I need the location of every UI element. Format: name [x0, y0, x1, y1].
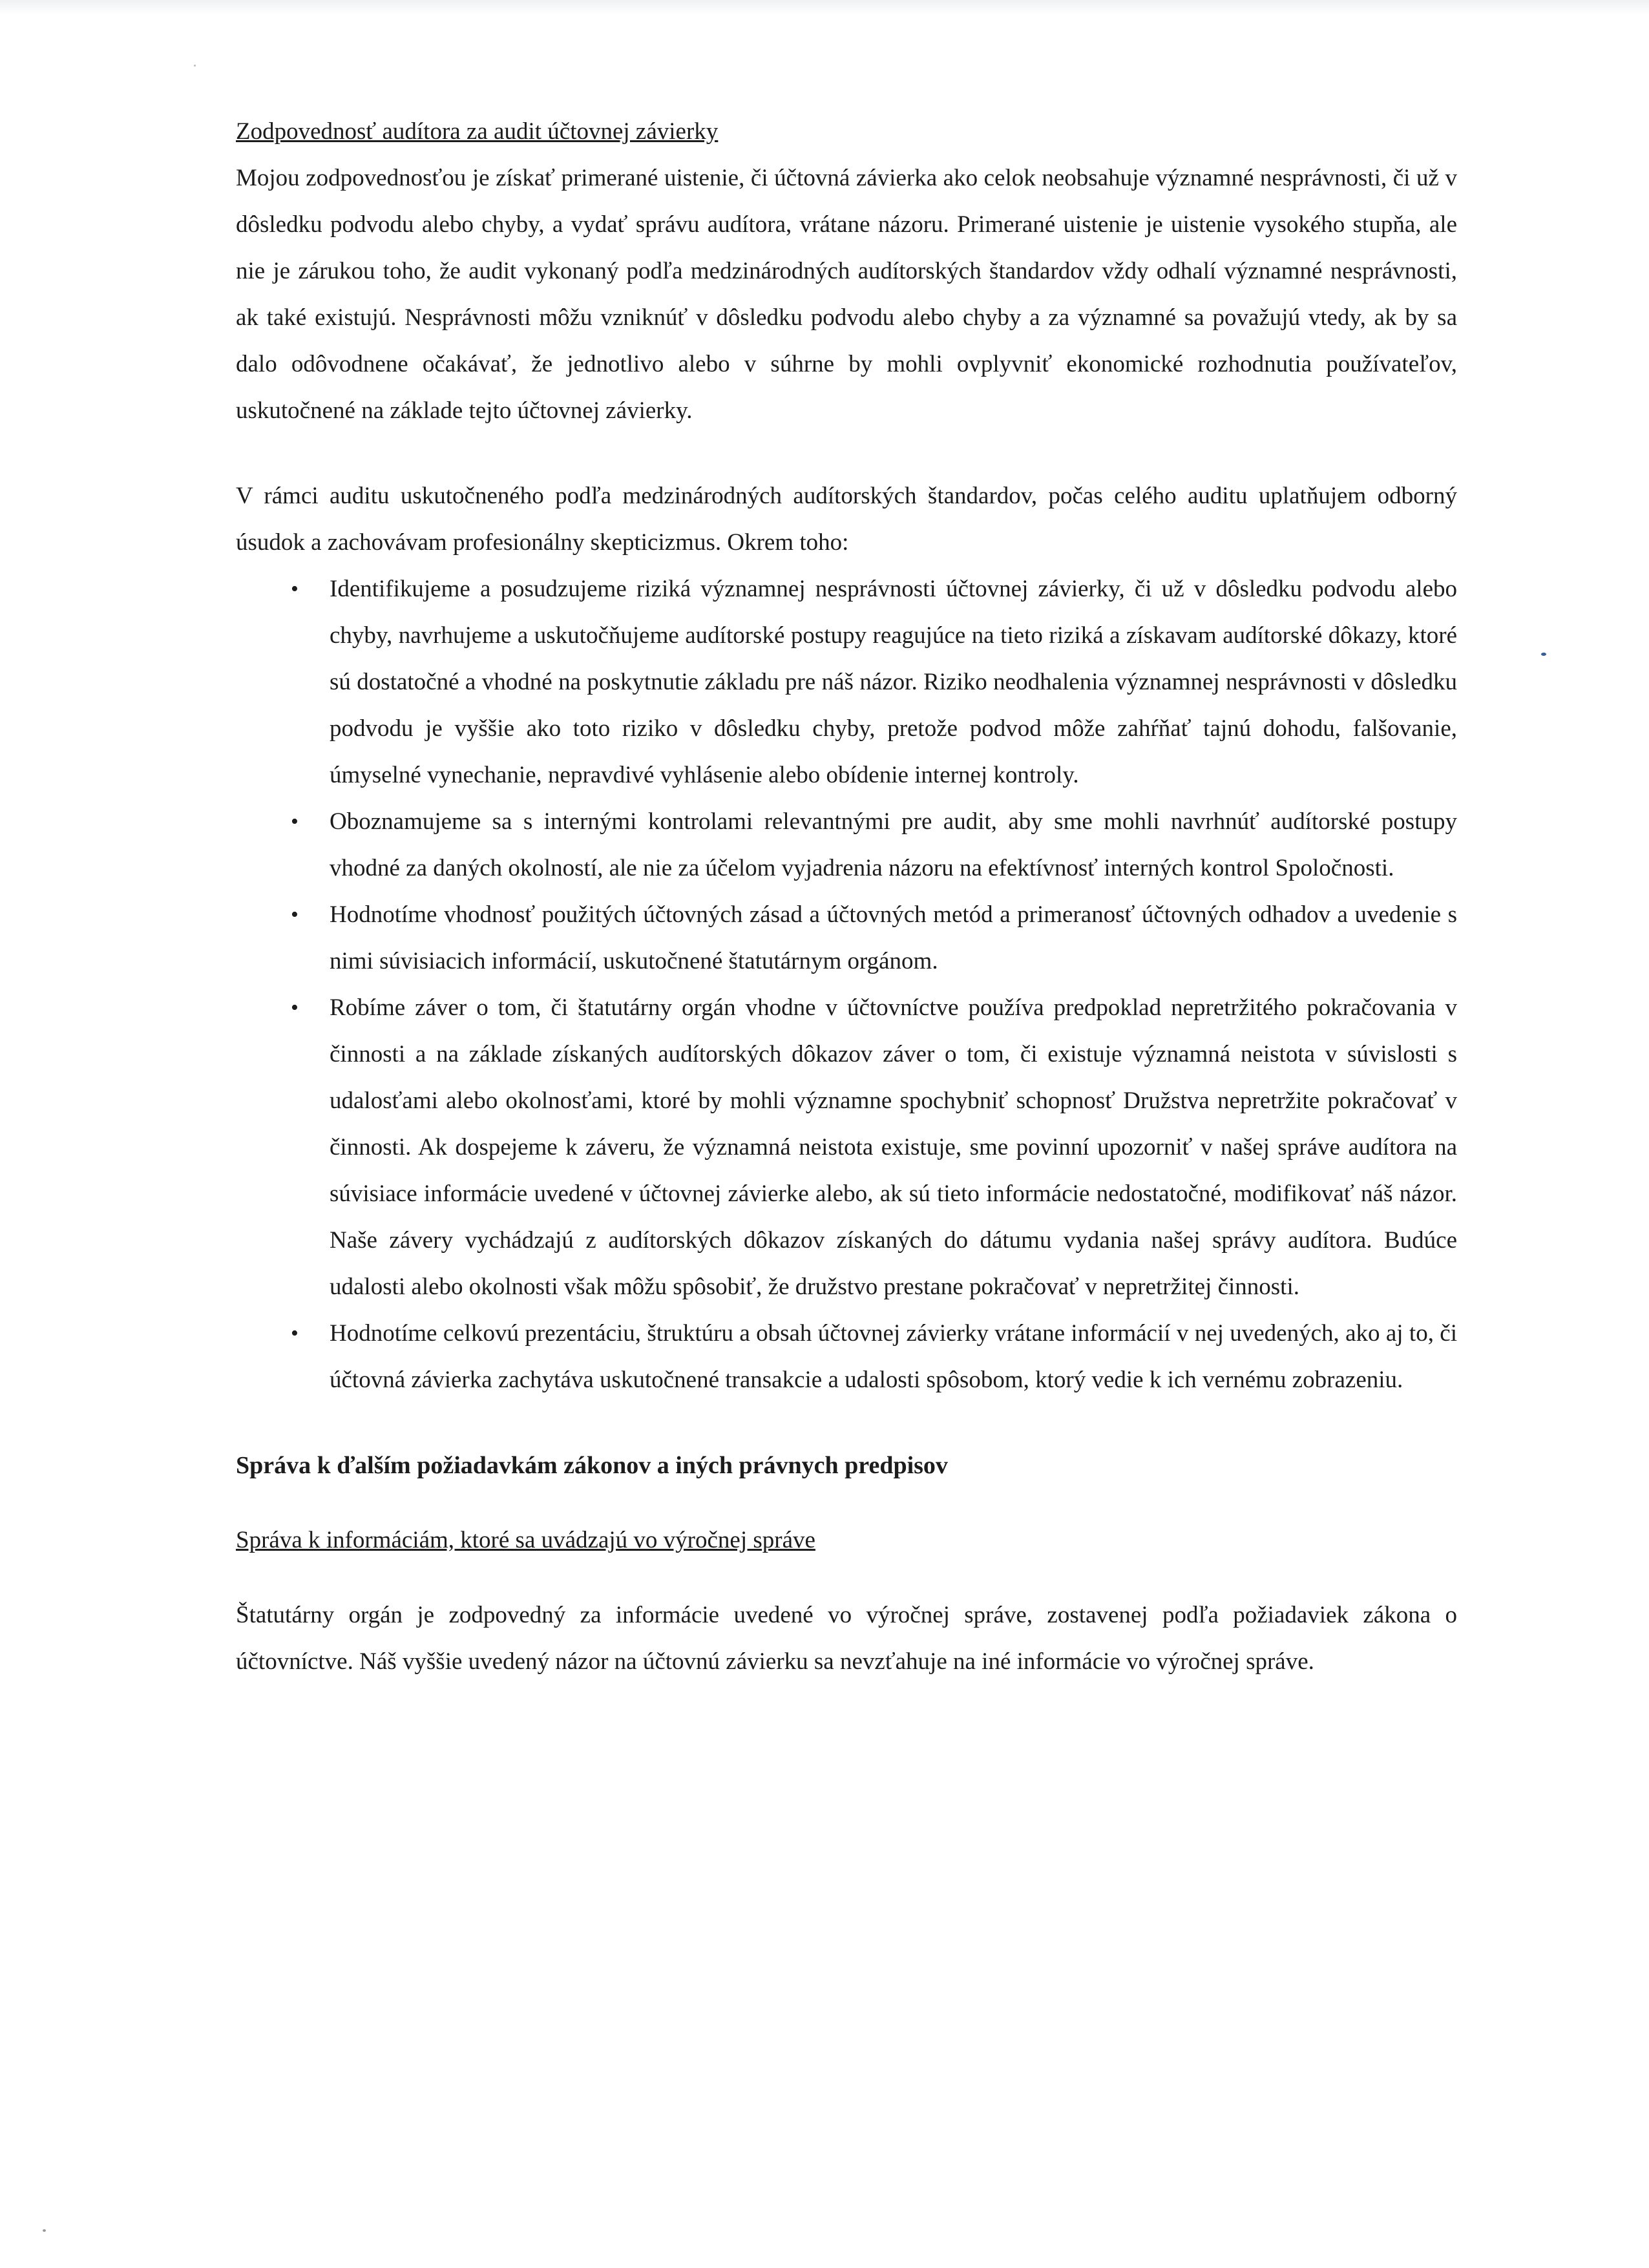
- paragraph-annual-report: Štatutárny orgán je zodpovedný za informácie uvedené vo výročnej správe, zostavenej podľa požiadaviek zákona o účtovníctve. Náš vyššie uvedený názor na účtovnú závierku sa nevzťahuje na iné informácie vo výročnej správe.: [236, 1602, 1457, 1675]
- list-item-text: Hodnotíme vhodnosť použitých účtovných zásad a účtovných metód a primeranosť účtovných odhadov a uvedenie s nimi súvisiacich informácií, uskutočnené štatutárnym orgánom.: [330, 901, 1457, 974]
- list-item-text: Oboznamujeme sa s internými kontrolami relevantnými pre audit, aby sme mohli navrhnúť audítorské postupy vhodné za daných okolností, ale nie za účelom vyjadrenia názoru na efektívnosť interných kontrol Spoločnosti.: [330, 808, 1457, 881]
- bullet-icon: •: [291, 810, 299, 834]
- section-heading-other-requirements: Správa k ďalším požiadavkám zákonov a iných právnych predpisov: [236, 1452, 948, 1479]
- bullet-icon: •: [291, 996, 299, 1020]
- paragraph-audit-scope: V rámci auditu uskutočneného podľa medzinárodných audítorských štandardov, počas celého auditu uplatňujem odborný úsudok a zachovávam profesionálny skepticizmus. Okrem toho:: [236, 483, 1457, 556]
- bullet-icon: •: [291, 577, 299, 601]
- list-item-text: Hodnotíme celkovú prezentáciu, štruktúru a obsah účtovnej závierky vrátane informácií v nej uvedených, ako aj to, či účtovná závierka zachytáva uskutočnené transakcie a udalosti spôsobom, ktorý vedie k ich vernému zobrazeniu.: [330, 1320, 1457, 1393]
- bullet-icon: •: [291, 1321, 299, 1345]
- bullet-icon: •: [291, 903, 299, 927]
- section-subtitle-annual-report: Správa k informáciám, ktoré sa uvádzajú vo výročnej správe: [236, 1527, 815, 1553]
- list-item: [236, 892, 1457, 985]
- list-item: [236, 799, 1457, 892]
- scan-speck: [194, 65, 196, 67]
- list-item-text: Identifikujeme a posudzujeme riziká významnej nesprávnosti účtovnej závierky, či už v dôsledku podvodu alebo chyby, navrhujeme a uskutočňujeme audítorské postupy reagujúce na tieto riziká a získavam audítorské dôkazy, ktoré sú dostatočné a vhodné na poskytnutie základu pre náš názor. Riziko neodhalenia významnej nesprávnosti v dôsledku podvodu je vyššie ako toto riziko v dôsledku chyby, pretože podvod môže zahŕňať tajnú dohodu, falšovanie, úmyselné vynechanie, nepravdivé vyhlásenie alebo obídenie internej kontroly.: [330, 576, 1457, 788]
- procedures-list: [236, 566, 1457, 1403]
- list-item: [236, 566, 1457, 799]
- scan-speck: [1541, 653, 1546, 656]
- list-item: [236, 1310, 1457, 1403]
- scan-edge-shadow: [0, 0, 1649, 14]
- document-content: [236, 109, 1457, 1685]
- list-item-text: Robíme záver o tom, či štatutárny orgán vhodne v účtovníctve používa predpoklad nepretržitého pokračovania v činnosti a na základe získaných audítorských dôkazov záver o tom, či existuje významná neistota v súvislosti s udalosťami alebo okolnosťami, ktoré by mohli významne spochybniť schopnosť Družstva nepretržite pokračovať v činnosti. Ak dospejeme k záveru, že významná neistota existuje, sme povinní upozorniť v našej správe audítora na súvisiace informácie uvedené v účtovnej závierke alebo, ak sú tieto informácie nedostatočné, modifikovať náš názor. Naše závery vychádzajú z audítorských dôkazov získaných do dátumu vydania našej správy audítora. Budúce udalosti alebo okolnosti však môžu spôsobiť, že družstvo prestane pokračovať v nepretržitej činnosti.: [330, 994, 1457, 1300]
- list-item: [236, 985, 1457, 1310]
- section-title-auditor-responsibility: Zodpovednosť audítora za audit účtovnej závierky: [236, 118, 719, 145]
- paragraph-responsibility: Mojou zodpovednosťou je získať primerané uistenie, či účtovná závierka ako celok neobsahuje významné nesprávnosti, či už v dôsledku podvodu alebo chyby, a vydať správu audítora, vrátane názoru. Primerané uistenie je uistenie vysokého stupňa, ale nie je zárukou toho, že audit vykonaný podľa medzinárodných audítorských štandardov vždy odhalí významné nesprávnosti, ak také existujú. Nesprávnosti môžu vzniknúť v dôsledku podvodu alebo chyby a za významné sa považujú vtedy, ak by sa dalo odôvodnene očakávať, že jednotlivo alebo v súhrne by mohli ovplyvniť ekonomické rozhodnutia používateľov, uskutočnené na základe tejto účtovnej závierky.: [236, 165, 1457, 424]
- scan-speck: [43, 2229, 46, 2232]
